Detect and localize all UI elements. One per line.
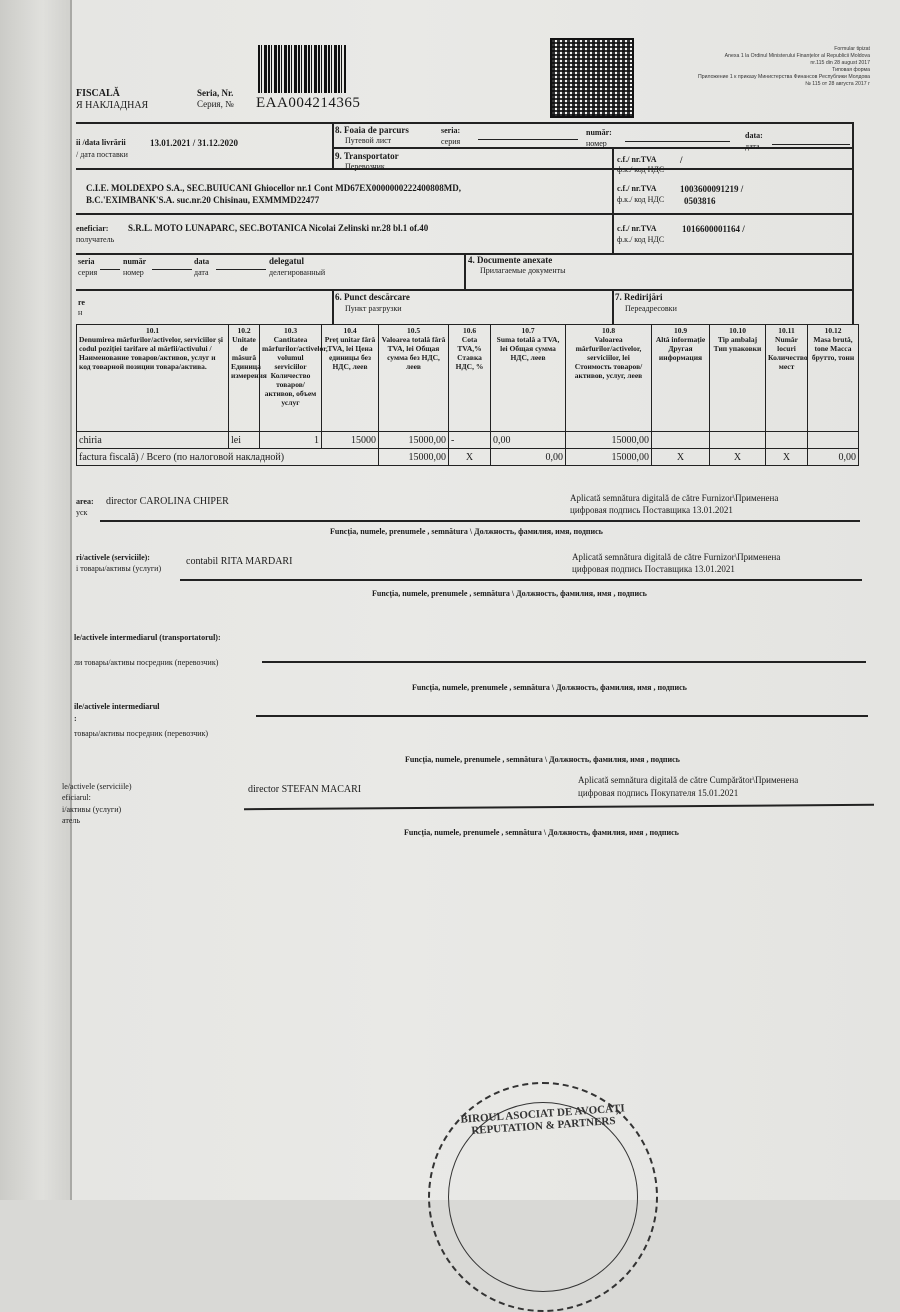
cell-unit: lei [229, 432, 260, 449]
delegate-seria-ro: seria [78, 257, 95, 266]
col-header-10-7 [491, 325, 566, 432]
rule [332, 289, 334, 324]
sig4-caption: Funcția, numele, prenumele , semnătura \ Должность, фамилия, имя , подпись [405, 755, 680, 764]
table-total-row [77, 449, 859, 466]
sig5-signature-line [244, 804, 874, 810]
supplier-vat-code: 0503816 [684, 196, 716, 206]
col-text: Tip ambalaj Тип упаковки [713, 335, 762, 353]
serial-label-ru: Серия, № [197, 99, 234, 109]
col-header-10-2 [229, 325, 267, 432]
table-header-row [77, 325, 859, 432]
unloading-label-ru: Пункт разгрузки [345, 304, 402, 313]
transporter-vat-label-ro: c.f./ nr.TVA [617, 155, 657, 164]
cell-item-name: chiria [77, 432, 229, 449]
col-header-10-1 [77, 325, 229, 432]
total-label: factura fiscală) / Всего (по налоговой накладной) [77, 449, 379, 466]
page-fold-line [70, 0, 72, 1200]
col-text: Număr locuri Количество мест [768, 335, 808, 371]
supplier-fiscal-code: 1003600091219 / [680, 184, 744, 194]
sig4-label-ru: товары/активы посредник (перевозчик) [74, 729, 209, 738]
supplier-line1: C.I.E. MOLDEXPO S.A., SEC.BUIUCANI Ghiocellor nr.1 Cont MD67EX0000000222400808MD, [86, 183, 462, 193]
unloading-left-ru: н [78, 308, 83, 317]
rule [852, 122, 854, 324]
total-vat-sum: 0,00 [491, 449, 566, 466]
waybill-numar-ru: номер [586, 139, 607, 148]
waybill-seria-ro: seria: [441, 126, 461, 135]
annexed-docs-label-ru: Прилагаемые документы [480, 266, 566, 275]
delegate-data-ro: data [194, 257, 210, 266]
sig1-person: director CAROLINA CHIPER [106, 496, 229, 507]
col-header-10-10 [710, 325, 766, 432]
rule [612, 147, 614, 253]
waybill-numar-field [625, 133, 730, 142]
delegate-data-field [216, 261, 266, 270]
col-text: Preț unitar fără TVA, lei Цена единицы без НДС, леев [324, 335, 376, 371]
sig3-caption: Funcția, numele, prenumele , semnătura \ Должность, фамилия, имя , подпись [412, 683, 687, 692]
supplier-vat-label-ro: c.f./ nr.TVA [617, 184, 657, 193]
sig5-label-ru2: атель [62, 816, 81, 825]
beneficiary-label-ro: eneficiar: [76, 224, 109, 233]
beneficiary-fiscal-code: 1016600001164 / [682, 224, 745, 234]
beneficiary-value: S.R.L. MOTO LUNAPARC, SEC.BOTANICA Nicolai Zelinski nr.28 bl.1 of.40 [128, 223, 429, 233]
sig5-note-1: Aplicată semnătura digitală de către Cumpărător\Применена [578, 775, 799, 785]
redirect-label-ro: 7. Redirijări [615, 292, 663, 302]
col-text: Cantitatea mărfurilor/activelor, volumul serviciilor Количество товаров/активов, объем услуг [262, 335, 328, 407]
qr-code-image [550, 38, 634, 118]
table-row [77, 432, 859, 449]
page-edge-shadow [0, 0, 72, 1200]
annex-line: Приложение 1 к приказу Министерства Финансов Республики Молдова [697, 74, 870, 80]
col-num: 10.10 [729, 326, 746, 335]
unloading-label-ro: 6. Punct descărcare [335, 292, 410, 302]
delegate-seria-field [100, 261, 120, 270]
rule [612, 289, 614, 324]
total-other-info: X [652, 449, 710, 466]
col-text: Altă informație Другая информация [655, 335, 706, 362]
delegate-data-ru: дата [194, 268, 209, 277]
doc-title-ro: FISCALĂ [76, 88, 120, 99]
doc-title-ru: Я НАКЛАДНАЯ [76, 100, 149, 111]
waybill-data-field [772, 136, 850, 145]
delegate-numar-ru: номер [123, 268, 144, 277]
annex-line: nr.115 din 28 august 2017 [810, 60, 870, 66]
sig4-signature-line [256, 715, 868, 717]
sig2-label-ro: ri/activele (serviciile): [76, 553, 150, 562]
annex-line: Anexa 1 la Ordinul Ministerului Finanțelor al Republicii Moldova [724, 53, 870, 59]
col-header-10-5 [379, 325, 449, 432]
stamp-text: BIROUL ASOCIAT DE AVOCAȚI REPUTATION & PARTNERS [460, 1102, 626, 1138]
delegate-label-ro: delegatul [269, 256, 304, 266]
supplier-line2: B.C.'EXIMBANK'S.A. suc.nr.20 Chisinau, EXMMMD22477 [86, 195, 320, 205]
delivery-date-value: 13.01.2021 / 31.12.2020 [150, 138, 239, 148]
cell-total-no-vat: 15000,00 [379, 432, 449, 449]
sig5-note-2: цифровая подпись Покупателя 15.01.2021 [578, 788, 739, 798]
total-no-vat: 15000,00 [379, 449, 449, 466]
sig1-label-ro: area: [76, 497, 94, 506]
col-text: Masa brută, tone Масса брутто, тонн [811, 335, 855, 362]
sig1-signature-line [100, 520, 860, 522]
barcode-image [258, 45, 346, 93]
col-text: Unitate de măsură Единица измерения [231, 335, 267, 380]
cell-quantity: 1 [260, 432, 322, 449]
sig2-signature-line [180, 579, 862, 581]
waybill-numar-ro: număr: [586, 128, 612, 137]
col-num: 10.1 [145, 326, 160, 335]
col-header-10-12 [808, 325, 859, 432]
sig1-label-ru: уск [76, 508, 88, 517]
total-package-type: X [710, 449, 766, 466]
col-header-10-8 [566, 325, 652, 432]
annex-note [640, 46, 870, 88]
transporter-label-ro: 9. Transportator [335, 151, 399, 161]
total-vat-rate: X [449, 449, 491, 466]
rule [464, 253, 466, 289]
rule [76, 168, 852, 170]
col-num: 10.9 [673, 326, 688, 335]
col-header-10-3 [260, 325, 328, 432]
delegate-label-ru: делегированный [269, 268, 326, 277]
total-places: X [766, 449, 808, 466]
rule [76, 213, 852, 215]
annex-line: Formular tipizat [834, 46, 870, 52]
col-num: 10.8 [601, 326, 616, 335]
col-text: Denumirea mărfurilor/activelor, serviciilor și codul poziției tarifare al mărfii/activului / Наименование товаров/активов, услуг и код товарной позиции товара/актива. [79, 335, 223, 371]
cell-gross-mass [808, 432, 859, 449]
serial-number: EAA004214365 [256, 95, 361, 111]
col-header-10-6 [449, 325, 491, 432]
sig1-note-1: Aplicată semnătura digitală de către Furnizor\Применена [570, 493, 779, 503]
delivery-label-ru: / дата поставки [76, 150, 128, 159]
total-gross-mass: 0,00 [808, 449, 859, 466]
cell-value: 15000,00 [566, 432, 652, 449]
unloading-left-ro: re [78, 298, 85, 307]
sig5-person: director STEFAN MACARI [248, 784, 362, 795]
waybill-seria-field [478, 131, 578, 140]
delivery-label-ro: ii /data livrării [76, 138, 126, 147]
col-header-10-11 [766, 325, 808, 432]
sig2-note-2: цифровая подпись Поставщика 13.01.2021 [572, 564, 735, 574]
rule [76, 122, 852, 124]
sig2-label-ru: і товары/активы (услуги) [76, 564, 162, 573]
annexed-docs-label-ro: 4. Documente anexate [468, 255, 553, 265]
col-text: Cota TVA,% Ставка НДС, % [455, 335, 484, 371]
sig1-note-2: цифровая подпись Поставщика 13.01.2021 [570, 505, 733, 515]
col-text: Valoarea mărfurilor/activelor, serviciilor, lei Стоимость товаров/активов, услуг, леев [574, 335, 643, 380]
annex-line: № 115 от 28 августа 2017 г [805, 81, 870, 87]
annex-line: Типовая форма [832, 67, 870, 73]
waybill-data-ro: data: [745, 131, 763, 140]
delegate-numar-ro: număr [123, 257, 147, 266]
col-num: 10.6 [462, 326, 477, 335]
redirect-label-ru: Переадресовки [625, 304, 677, 313]
beneficiary-vat-label-ru: ф.к./ код НДС [617, 235, 665, 244]
col-num: 10.4 [343, 326, 357, 335]
cell-package-type [710, 432, 766, 449]
waybill-data-ru: дата [745, 142, 760, 151]
beneficiary-label-ru: получатель [76, 235, 115, 244]
col-num: 10.12 [824, 326, 842, 335]
transporter-vat-value: / [680, 155, 683, 165]
cell-places [766, 432, 808, 449]
waybill-seria-ru: серия [441, 137, 461, 146]
col-text: Suma totală a TVA, lei Общая сумма НДС, леев [496, 335, 560, 362]
transporter-vat-label-ru: ф.к./ код НДС [617, 165, 665, 174]
cell-vat-sum: 0,00 [491, 432, 566, 449]
waybill-label-ru: Путевой лист [345, 136, 392, 145]
delegate-seria-ru: серия [78, 268, 98, 277]
supplier-vat-label-ru: ф.к./ код НДС [617, 195, 665, 204]
sig3-label-ru: ли товары/активы посредник (перевозчик) [74, 658, 219, 667]
cell-vat-rate: - [449, 432, 491, 449]
sig3-signature-line [262, 661, 866, 663]
total-value: 15000,00 [566, 449, 652, 466]
col-num: 10.7 [521, 326, 535, 335]
sig4-colon: : [74, 714, 77, 723]
rule [76, 289, 852, 291]
col-header-10-4 [322, 325, 379, 432]
delegate-numar-field [152, 261, 192, 270]
sig1-caption: Funcția, numele, prenumele , semnătura \ Должность, фамилия, имя, подпись [330, 527, 603, 536]
sig4-label-ro: ile/activele intermediarul [74, 702, 160, 711]
waybill-label-ro: 8. Foaia de parcurs [335, 125, 409, 135]
sig5-label-ro2: eficiarul: [62, 793, 91, 802]
col-text: Valoarea totală fără TVA, lei Общая сумма без НДС, леев [381, 335, 446, 371]
col-header-10-9 [652, 325, 710, 432]
sig5-caption: Funcția, numele, prenumele , semnătura \ Должность, фамилия, имя , подпись [404, 828, 679, 837]
sig2-person: contabil RITA MARDARI [186, 556, 293, 567]
items-table [76, 324, 859, 466]
sig3-label-ro: le/activele intermediarul (transportatorul): [74, 633, 221, 642]
beneficiary-vat-label-ro: c.f./ nr.TVA [617, 224, 657, 233]
col-num: 10.11 [778, 326, 795, 335]
sig2-note-1: Aplicată semnătura digitală de către Furnizor\Применена [572, 552, 781, 562]
col-num: 10.2 [237, 326, 251, 335]
sig2-caption: Funcția, numele, prenumele , semnătura \ Должность, фамилия, имя , подпись [372, 589, 647, 598]
rule [332, 122, 334, 168]
col-num: 10.5 [406, 326, 421, 335]
serial-label-ro: Seria, Nr. [197, 88, 234, 98]
cell-other-info [652, 432, 710, 449]
sig5-label-ro: le/activele (serviciile) [62, 782, 132, 791]
sig5-label-ru: і/активы (услуги) [62, 805, 122, 814]
col-num: 10.3 [283, 326, 298, 335]
cell-unit-price: 15000 [322, 432, 379, 449]
transporter-label-ru: Перевозчик [345, 162, 385, 171]
